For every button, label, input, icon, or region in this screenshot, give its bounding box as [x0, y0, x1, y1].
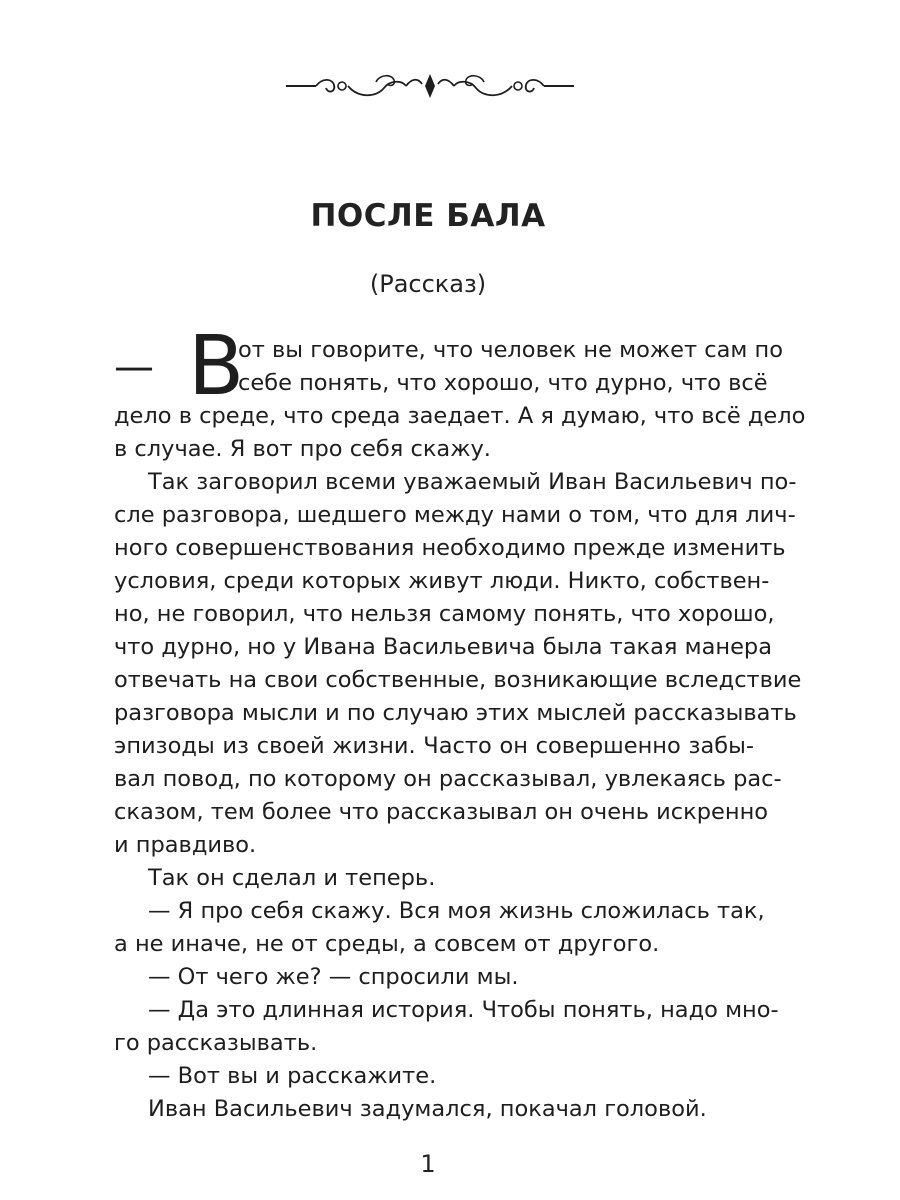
opening-paragraph — [114, 319, 783, 414]
text-line: — Я про себя скажу. Вся моя жизнь сложилась так, — [148, 898, 765, 924]
text-line: — Да это длинная история. Чтобы понять, надо мно- — [148, 997, 779, 1023]
text-line: Так заговорил всеми уважаемый Иван Васильевич по- — [148, 469, 797, 495]
page-number: 1 — [420, 1150, 436, 1178]
text-line: но, не говорил, что нельзя самому понять, что хорошо, — [114, 601, 775, 627]
drop-cap: В — [188, 319, 245, 414]
text-line: Иван Васильевич задумался, покачал головой. — [148, 1096, 707, 1122]
text-line: условия, среди которых живут люди. Никто, собствен- — [114, 568, 770, 594]
text-line: дело в среде, что среда заедает. А я думаю, что всё дело — [114, 403, 806, 429]
text-line: Так он сделал и теперь. — [148, 865, 436, 891]
text-line: го рассказывать. — [114, 1030, 318, 1056]
text-line: разговора мысли и по случаю этих мыслей рассказывать — [114, 700, 797, 726]
text-line: отвечать на свои собственные, возникающие вследствие — [114, 667, 802, 693]
text-line: эпизоды из своей жизни. Часто он совершенно забы- — [114, 733, 754, 759]
text-line: а не иначе, не от среды, а совсем от другого. — [114, 931, 660, 957]
story-text — [114, 319, 806, 1126]
text-line: себе понять, что хорошо, что дурно, что всё — [238, 370, 768, 396]
opening-dash: — — [114, 344, 154, 390]
text-line: сле разговора, шедшего между нами о том, что для лич- — [114, 502, 796, 528]
text-line: и правдиво. — [114, 832, 257, 858]
text-line: от вы говорите, что человек не может сам по — [238, 337, 783, 363]
ornament-divider — [280, 68, 580, 104]
text-line: ного совершенствования необходимо прежде изменить — [114, 535, 786, 561]
text-line: сказом, тем более что рассказывал он очень искренно — [114, 799, 769, 825]
text-line: — От чего же? — спросили мы. — [148, 964, 519, 990]
story-title: ПОСЛЕ БАЛА — [310, 198, 546, 234]
text-line: что дурно, но у Ивана Васильевича была такая манера — [114, 634, 773, 660]
text-line: — Вот вы и расскажите. — [148, 1063, 437, 1089]
text-line: вал повод, по которому он рассказывал, увлекаясь рас- — [114, 766, 782, 792]
text-line: в случае. Я вот про себя скажу. — [114, 436, 491, 462]
story-subtitle: (Рассказ) — [369, 270, 487, 298]
